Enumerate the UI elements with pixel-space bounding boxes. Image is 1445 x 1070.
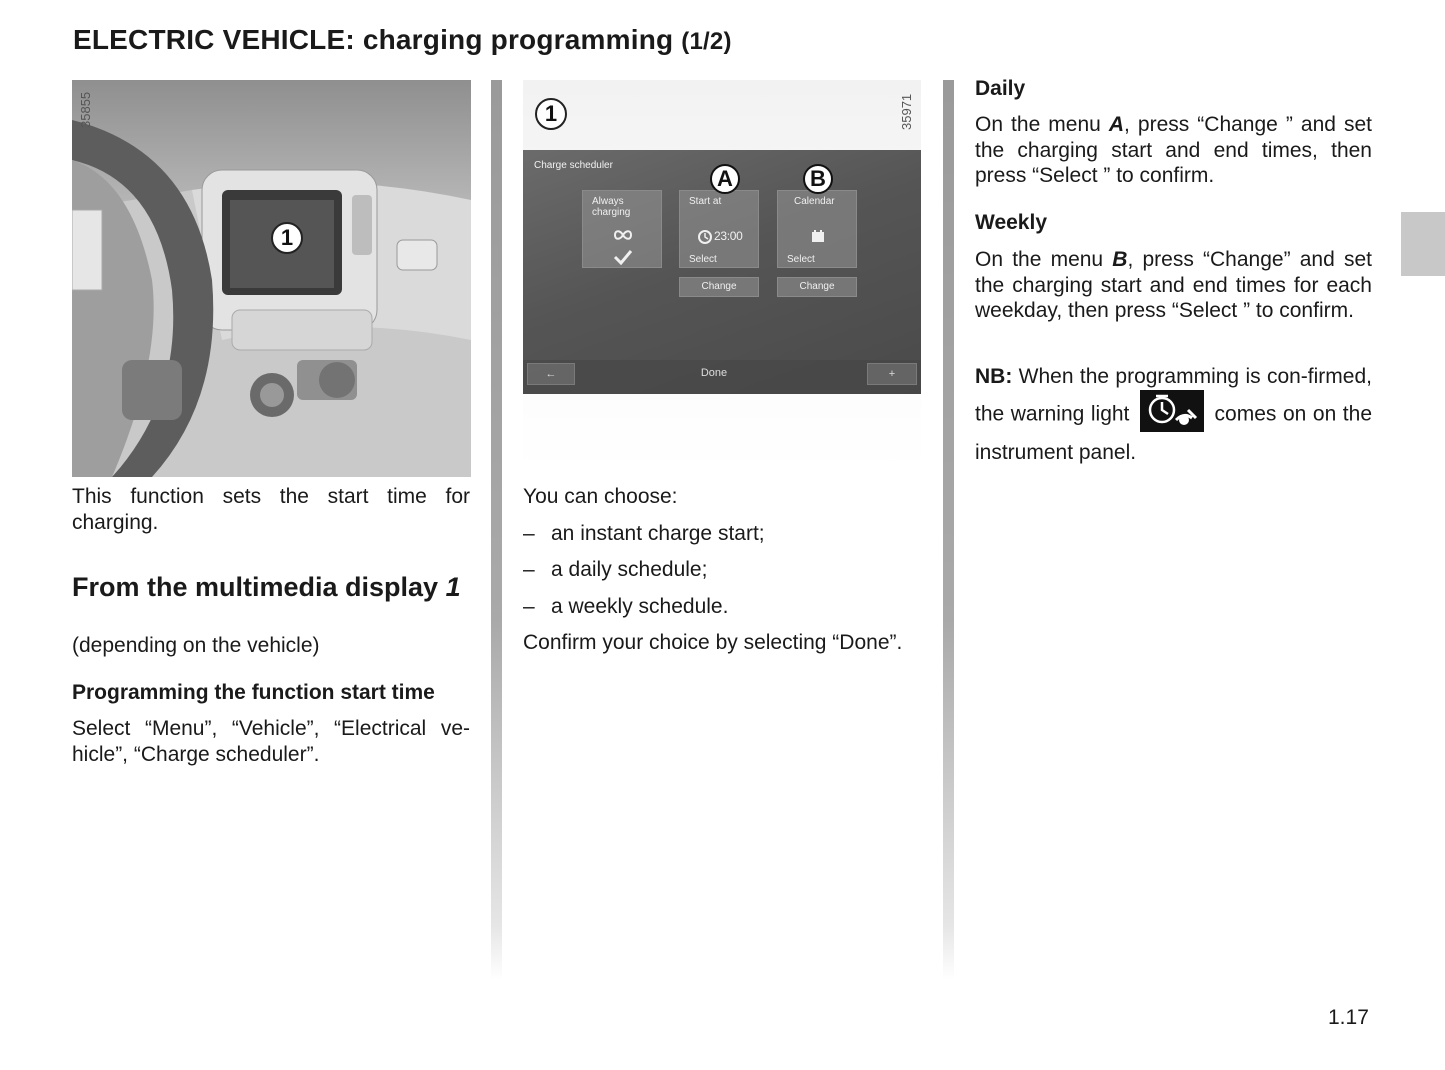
daily-heading: Daily (975, 77, 1026, 100)
daily-text: On the menu A, press “Change ” and set the charging start and end times, then press “Select ” to confirm. (975, 113, 1372, 187)
car-dashboard-illustration (72, 80, 471, 477)
subheading: Programming the function start time (72, 681, 435, 704)
charge-timer-warning-icon (1140, 390, 1204, 432)
list-item: – a weekly schedule. (523, 595, 729, 618)
tile-always-charging[interactable]: Always charging (582, 190, 662, 268)
done-button[interactable]: Done (700, 367, 728, 379)
intro-text: This function sets the start time for charging. (72, 485, 470, 534)
column-separator-2 (943, 80, 954, 980)
tile-start-at[interactable]: Start at 23:00 Select (679, 190, 759, 268)
change-button-a[interactable]: Change (679, 277, 759, 297)
instruction-text: Select “Menu”, “Vehicle”, “Electrical ve-hicle”, “Charge scheduler”. (72, 717, 470, 766)
calendar-icon (811, 230, 825, 243)
screen-bottom-bar (523, 360, 921, 394)
figure-code: 35855 (78, 91, 93, 128)
screen-figure (523, 80, 921, 472)
menu-a-label: A (1108, 113, 1125, 136)
change-button-b[interactable]: Change (777, 277, 857, 297)
marker-b: B (803, 164, 833, 194)
checkmark-icon (613, 249, 633, 265)
heading-number: 1 (445, 572, 461, 602)
page-title: ELECTRIC VEHICLE: charging programming (1/2) (73, 24, 732, 55)
confirm-text: Confirm your choice by selecting “Done”. (523, 631, 903, 654)
menu-b-label: B (1112, 248, 1128, 271)
list-item: – a daily schedule; (523, 558, 708, 581)
clock-icon (697, 229, 713, 245)
section-heading: From the multimedia display 1 (72, 572, 461, 602)
nb-label: NB: (975, 365, 1013, 388)
back-button[interactable] (527, 363, 575, 385)
marker-a: A (710, 164, 740, 194)
add-button[interactable] (867, 363, 917, 385)
figure-code: 35971 (899, 93, 914, 130)
choose-text: You can choose: (523, 485, 678, 508)
tile-calendar[interactable]: Calendar Select (777, 190, 857, 268)
heading-note: (depending on the vehicle) (72, 634, 320, 657)
column-separator-1 (491, 80, 502, 980)
callout-1: 1 (271, 222, 303, 254)
nb-text: NB: When the programming is con-firmed, the warning light comes on on the instrument panel. (975, 365, 1373, 464)
weekly-heading: Weekly (975, 211, 1047, 234)
chapter-tab (1401, 212, 1445, 276)
screen-title: Charge scheduler (534, 160, 613, 171)
arrow-left-icon: ← (545, 368, 557, 380)
callout-1: 1 (535, 98, 567, 130)
title-part: (1/2) (681, 28, 732, 55)
start-time: 23:00 (714, 229, 743, 243)
list-item: – an instant charge start; (523, 522, 765, 545)
infinity-icon (613, 229, 633, 241)
page-number: 1.17 (1328, 1006, 1369, 1029)
weekly-text: On the menu B, press “Change” and set the charging start and end times for each weekday, then press “Select ” to confirm. (975, 248, 1372, 322)
plus-icon: + (888, 368, 896, 380)
car-interior-figure (72, 80, 471, 477)
